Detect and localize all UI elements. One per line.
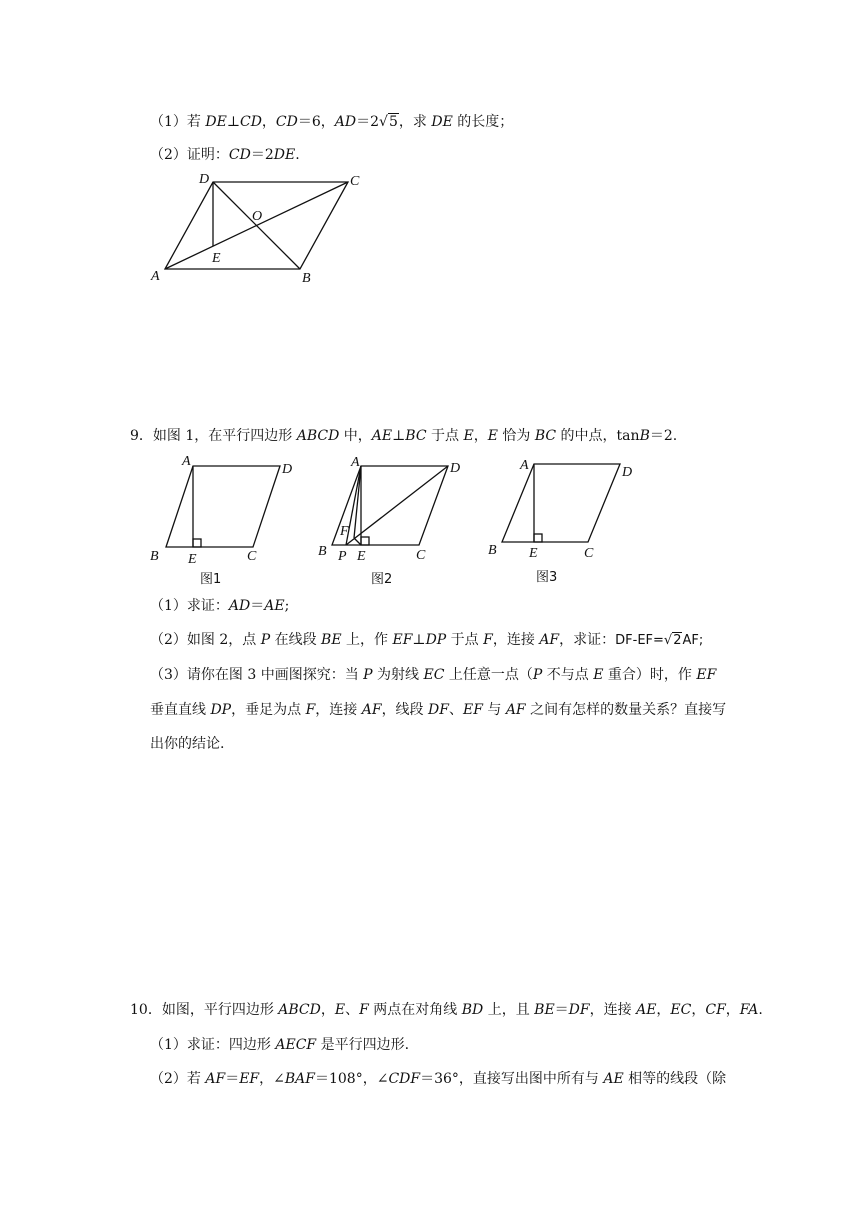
segment-ef xyxy=(354,538,361,545)
text: ，连接 xyxy=(315,702,362,718)
p9-part3-line1 xyxy=(150,665,716,685)
text: ＝6， xyxy=(297,114,335,130)
text: （2）如图 2，点 xyxy=(150,632,261,648)
var: BAF xyxy=(284,1071,315,1087)
text: 的长度； xyxy=(452,114,514,130)
text: 、 xyxy=(448,702,463,718)
label-d: D xyxy=(450,461,461,476)
var: DE xyxy=(431,114,453,130)
var: BE xyxy=(534,1002,555,1018)
text: ＝2 xyxy=(250,147,274,163)
text: . xyxy=(758,1002,763,1018)
text: ， xyxy=(691,1002,706,1018)
var: EF xyxy=(696,667,717,683)
var: E xyxy=(487,428,498,444)
label-d: D xyxy=(199,172,210,187)
var: AE xyxy=(371,428,393,444)
text: ＝ xyxy=(225,1071,240,1087)
text: 垂直直线 xyxy=(150,702,211,718)
var: DF xyxy=(568,1002,590,1018)
text: 上任意一点（ xyxy=(444,667,533,683)
var: E xyxy=(463,428,474,444)
label-c: C xyxy=(584,546,594,561)
p9-part1 xyxy=(150,596,289,616)
p9-part3-line2 xyxy=(150,700,726,720)
p9-figure-1 xyxy=(148,452,298,590)
p9-figure-2 xyxy=(316,452,476,590)
text: （2）证明： xyxy=(150,147,229,163)
text: ＝36°，直接写出图中所有与 xyxy=(420,1071,604,1087)
var: CDF xyxy=(388,1071,421,1087)
var: F xyxy=(359,1002,369,1018)
var: F xyxy=(483,632,493,648)
label-e: E xyxy=(529,546,538,561)
var: EF xyxy=(392,632,413,648)
label-o: O xyxy=(252,209,263,224)
text: ⊥ xyxy=(392,428,406,444)
var: P xyxy=(363,667,373,683)
label-c: C xyxy=(247,549,257,564)
var: DE xyxy=(205,114,227,130)
var: AE xyxy=(603,1071,624,1087)
p9-intro xyxy=(130,426,677,446)
p10-intro xyxy=(130,1000,763,1020)
p10-part1 xyxy=(150,1035,409,1055)
var: CD xyxy=(239,114,262,130)
label-p: P xyxy=(338,549,347,564)
label-e: E xyxy=(188,552,197,567)
label-e: E xyxy=(212,251,221,266)
p9-figure-3 xyxy=(486,452,636,588)
label-c: C xyxy=(416,548,426,563)
text: （1）求证： xyxy=(150,598,229,614)
sqrt-symbol: √2 xyxy=(663,633,682,648)
var: P xyxy=(260,632,271,648)
var: P xyxy=(532,667,543,683)
label-d: D xyxy=(282,462,293,477)
right-angle-mark xyxy=(361,537,369,545)
parallelogram xyxy=(166,466,280,547)
var: AD xyxy=(334,114,357,130)
text: ，求证： xyxy=(559,632,616,648)
text: ， xyxy=(656,1002,671,1018)
text: ＝ xyxy=(250,598,265,614)
text: 为射线 xyxy=(372,667,424,683)
label-e: E xyxy=(357,549,366,564)
var: EC xyxy=(423,667,445,683)
var: DE xyxy=(273,147,296,163)
text: 的中点，tan xyxy=(556,428,640,444)
label-b: B xyxy=(150,549,159,564)
var: DP xyxy=(210,702,232,718)
text: ⊥ xyxy=(412,632,426,648)
var: AF xyxy=(361,702,382,718)
text: 9．如图 1，在平行四边形 xyxy=(130,428,297,444)
var: CD xyxy=(275,114,298,130)
text: ＝2. xyxy=(649,428,678,444)
p9-part2 xyxy=(150,630,703,651)
label-b: B xyxy=(302,271,311,286)
caption: 图1 xyxy=(200,572,222,587)
text: （1）求证：四边形 xyxy=(150,1037,276,1053)
var: CF xyxy=(705,1002,726,1018)
var: AECF xyxy=(275,1037,317,1053)
text: 与 xyxy=(482,702,506,718)
var: EF xyxy=(462,702,483,718)
text: ＝ xyxy=(554,1002,569,1018)
var: AF xyxy=(205,1071,226,1087)
var: AF xyxy=(539,632,560,648)
diagonal-bd xyxy=(213,182,300,269)
text: （3）请你在图 3 中画图探究：当 xyxy=(150,667,364,683)
text: ， xyxy=(725,1002,740,1018)
var: FA xyxy=(739,1002,759,1018)
formula: AF; xyxy=(682,633,704,648)
parallelogram xyxy=(332,466,448,545)
text: 上，作 xyxy=(341,632,393,648)
label-d: D xyxy=(622,465,633,480)
radicand: 5 xyxy=(388,114,398,130)
var: ABCD xyxy=(296,428,340,444)
label-b: B xyxy=(488,543,497,558)
text: ，线段 xyxy=(381,702,429,718)
right-angle-mark xyxy=(534,534,542,542)
text: ， xyxy=(320,1002,335,1018)
var: AF xyxy=(505,702,526,718)
var: AD xyxy=(228,598,251,614)
text: 在线段 xyxy=(270,632,322,648)
var: AE xyxy=(264,598,285,614)
text: 是平行四边形. xyxy=(316,1037,410,1053)
text: 重合）时，作 xyxy=(603,667,697,683)
text: 不与点 xyxy=(542,667,594,683)
p8-figure xyxy=(140,168,370,290)
formula: DF-EF= xyxy=(615,633,664,648)
text: ＝108°，∠ xyxy=(314,1071,389,1087)
label-b: B xyxy=(318,544,327,559)
parallelogram xyxy=(502,464,620,542)
var: DF xyxy=(428,702,449,718)
var: DP xyxy=(425,632,447,648)
text: ，求 xyxy=(398,114,432,130)
p9-part3-line3 xyxy=(150,734,224,754)
text: 两点在对角线 xyxy=(368,1002,462,1018)
caption: 图2 xyxy=(371,572,393,587)
text: 之间有怎样的数量关系？直接写 xyxy=(525,702,727,718)
text: 上，且 xyxy=(483,1002,535,1018)
text: （1）若 xyxy=(150,114,206,130)
var: B xyxy=(639,428,650,444)
label-a: A xyxy=(351,455,360,470)
caption: 图3 xyxy=(536,570,558,585)
text: ， xyxy=(261,114,276,130)
var: F xyxy=(305,702,316,718)
label-a: A xyxy=(182,454,191,469)
var: ABCD xyxy=(278,1002,321,1018)
text: ， xyxy=(473,428,488,444)
radicand: 2 xyxy=(673,633,682,648)
text: ，连接 xyxy=(589,1002,637,1018)
var: E xyxy=(593,667,604,683)
text: 于点 xyxy=(446,632,484,648)
label-a: A xyxy=(151,269,160,284)
var: AE xyxy=(636,1002,657,1018)
label-c: C xyxy=(350,174,360,189)
sqrt-symbol: √5 xyxy=(379,114,398,130)
text: ，垂足为点 xyxy=(231,702,306,718)
text: ⊥ xyxy=(226,114,240,130)
text: ，∠ xyxy=(259,1071,285,1087)
text: 于点 xyxy=(426,428,464,444)
text: ＝2 xyxy=(356,114,380,130)
text: （2）若 xyxy=(150,1071,206,1087)
var: EF xyxy=(239,1071,260,1087)
text: 出你的结论. xyxy=(150,736,225,752)
text: ，连接 xyxy=(492,632,540,648)
var: BC xyxy=(534,428,557,444)
label-a: A xyxy=(520,458,529,473)
var: EC xyxy=(670,1002,692,1018)
right-angle-mark xyxy=(193,539,201,547)
p10-part2 xyxy=(150,1069,726,1089)
p8-part1 xyxy=(150,112,513,132)
text: ; xyxy=(284,598,290,614)
var: BE xyxy=(321,632,342,648)
label-f: F xyxy=(340,524,349,539)
p8-part2 xyxy=(150,145,300,165)
var: BD xyxy=(461,1002,484,1018)
text: 相等的线段（除 xyxy=(623,1071,727,1087)
text: . xyxy=(295,147,300,163)
var: BC xyxy=(405,428,427,444)
text: 中， xyxy=(339,428,372,444)
text: 恰为 xyxy=(497,428,535,444)
text: 10．如图，平行四边形 xyxy=(130,1002,279,1018)
text: 、 xyxy=(345,1002,360,1018)
var: CD xyxy=(228,147,251,163)
var: E xyxy=(334,1002,346,1018)
